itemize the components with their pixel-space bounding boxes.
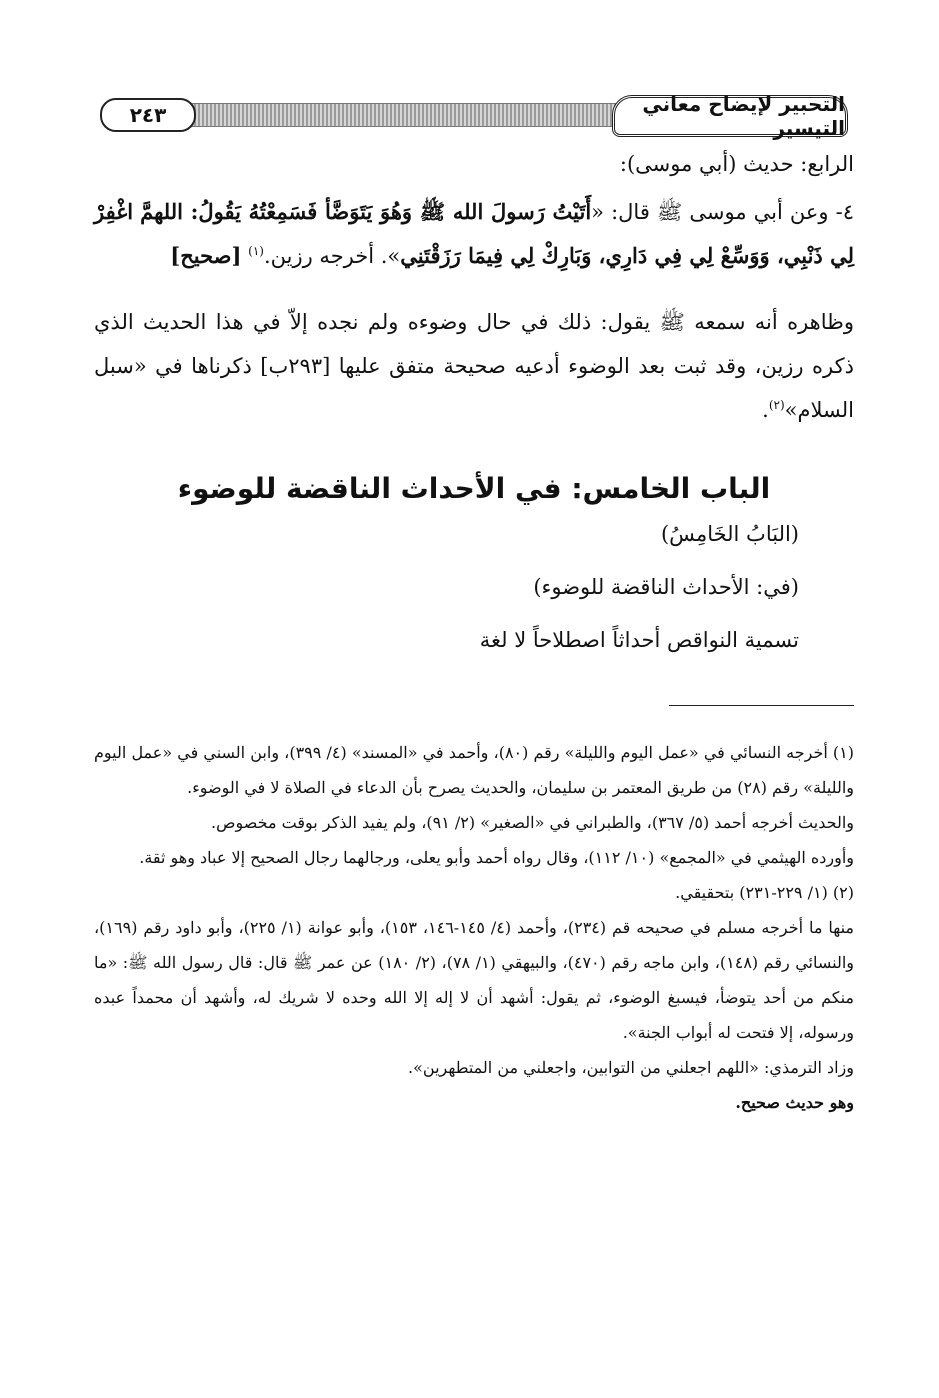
chapter-sub-topic: (في: الأحداث الناقضة للوضوء) — [533, 575, 799, 599]
footnote-ref-2: (٢) — [768, 398, 785, 412]
section-label — [94, 142, 854, 186]
hadith-grade: [صحيح] — [170, 243, 242, 268]
footnote-separator — [669, 705, 854, 706]
footnotes — [94, 735, 854, 1120]
commentary-text: وظاهره أنه سمعه ﷺ يقول: ذلك في حال وضوءه ولم نجده إلاّ في هذا الحديث الذي ذكره رزين، وقد ثبت بعد الوضوء أدعيه صحيحة متفق عليها [٢٩٣ب] ذكرناها في «سبل السلام» — [94, 310, 854, 422]
page-header — [100, 92, 848, 140]
footnote-1-cont-a: والحديث أخرجه أحمد (٥/ ٣٦٧)، والطبراني في «الصغير» (٢/ ٩١)، ولم يفيد الذكر بوقت مخصوص. — [211, 813, 854, 832]
hadith-quote-line2: اغْفِرْ لِي ذَنْبِي، وَوَسِّعْ لِي فِي دَارِي، وَبَارِكْ لِي فِيمَا رَزَقْتَنِي — [94, 199, 854, 268]
commentary-end: . — [762, 398, 769, 422]
hadith-intro: ٤- وعن أبي موسى ﷺ قال: « — [591, 200, 854, 224]
footnote-2-cont-b: وزاد الترمذي: «اللهم اجعلني من التوابين، واجعلني من المتطهرين». — [408, 1058, 854, 1077]
hadith-quote-line1: أَتَيْتُ رَسولَ الله ﷺ وَهُوَ يَتَوَضَّأ فَسَمِعْتُهُ يَقُولُ: اللهمَّ — [140, 199, 592, 224]
chapter-sub-title: (البَابُ الخَامِسُ) — [660, 522, 799, 546]
footnote-2-cont-c: وهو حديث صحيح. — [735, 1093, 854, 1112]
hadith-paragraph — [94, 190, 854, 278]
footnote-2: (٢) (١/ ٢٢٩-٢٣١) بتحقيقي. — [675, 883, 854, 902]
footnote-1: (١) أخرجه النسائي في «عمل اليوم والليلة» رقم (٨٠)، وأحمد في «المسند» (٤/ ٣٩٩)، وابن السني في «عمل اليوم والليلة» رقم (٢٨) من طريق المعتمر بن سليمان، والحديث يصرح بأن الدعاء في الصلاة لا في الوضوء. — [94, 743, 854, 797]
chapter-heading: الباب الخامس: في الأحداث الناقضة للوضوء — [177, 472, 771, 505]
footnote-1-cont-b: وأورده الهيثمي في «المجمع» (١٠/ ١١٢)، وقال رواه أحمد وأبو يعلى، ورجالهما رجال الصحيح إلا عباد وهو ثقة. — [139, 848, 854, 867]
header-decorative-band — [150, 103, 638, 127]
hadith-close: ». أخرجه رزين. — [263, 244, 401, 268]
chapter-note: تسمية النواقص أحداثاً اصطلاحاً لا لغة — [479, 628, 799, 652]
footnote-2-cont-a: منها ما أخرجه مسلم في صحيحه قم (٢٣٤)، وأحمد (٤/ ١٤٥-١٤٦، ١٥٣)، وأبو عوانة (١/ ٢٢٥)، وأبو داود رقم (١٦٩)، والنسائي رقم (١٤٨)، وابن ماجه رقم (٤٧٠)، والبيهقي (١/ ٧٨)، (٢/ ١٨٠) عن عمر ﷺ قال: قال رسول الله ﷺ: «ما منكم من أحد يتوضأ، فيسبغ الوضوء، ثم يقول: أشهد أن لا إله إلا الله وحده لا شريك له، وأشهد أن محمداً عبده ورسوله، إلا فتحت له أبواب الجنة». — [94, 918, 855, 1042]
footnote-ref-1: (١) — [248, 244, 264, 258]
page-number: ٢٤٣ — [100, 98, 196, 132]
running-title: التحبير لإيضاح معاني التيسير — [612, 95, 848, 137]
commentary-paragraph — [94, 300, 854, 432]
section-label-text: الرابع: حديث (أبي موسى): — [619, 152, 854, 176]
